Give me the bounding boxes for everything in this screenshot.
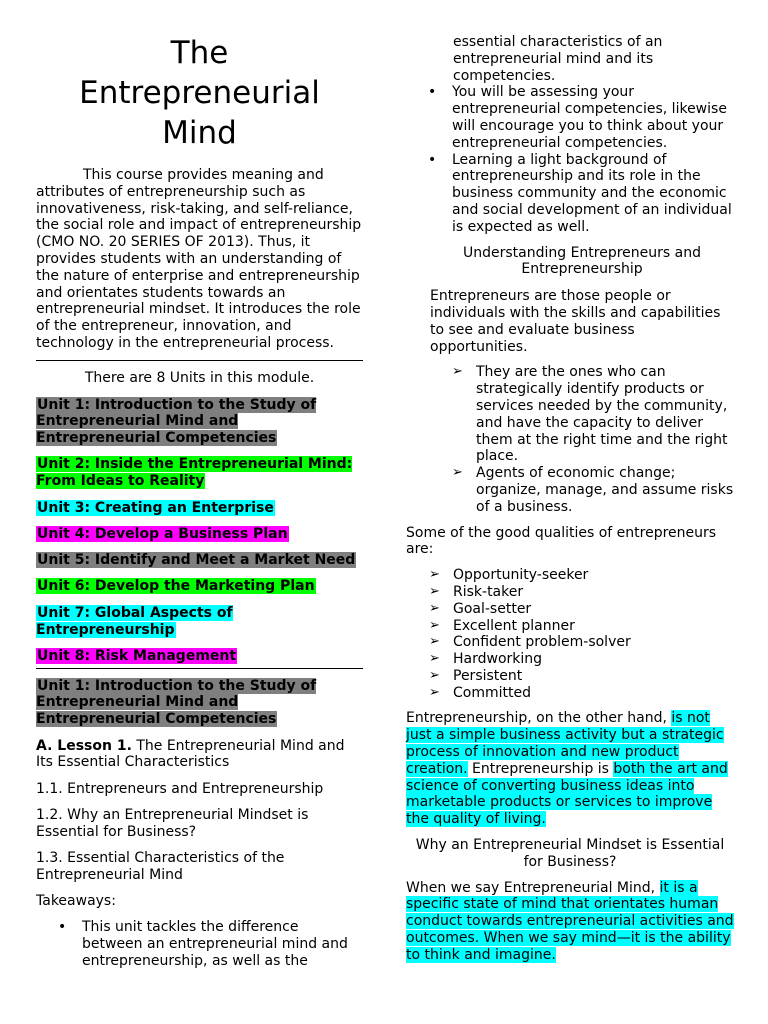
takeaways-list [36, 919, 363, 969]
qualities-intro: Some of the good qualities of entrepreneurs are: [406, 524, 717, 558]
section-heading-understanding: Understanding Entrepreneurs and Entrepreneurship [462, 244, 701, 278]
takeaway-text: This unit tackles the difference between an entrepreneurial mind and entrepreneurship, as well as the [82, 919, 348, 969]
arrow-bullet-icon: ➢ [429, 667, 440, 683]
unit-item-5 [36, 552, 363, 569]
list-item [406, 668, 734, 685]
mind-paragraph [406, 880, 734, 964]
qualities-list [406, 567, 734, 701]
text-run: Entrepreneurship, on the other hand, [406, 710, 672, 727]
quality-text: Goal-setter [453, 600, 532, 617]
list-item [406, 584, 734, 601]
divider [36, 668, 363, 669]
document-title [36, 33, 363, 153]
arrow-bullet-icon: ➢ [452, 465, 463, 481]
topic-2: 1.2. Why an Entrepreneurial Mindset is Essential for Business? [36, 806, 309, 840]
list-item [406, 685, 734, 702]
course-intro: This course provides meaning and attributes of entrepreneurship such as innovativeness, risk-taking, and self-reliance, the social role and impact of entrepreneurship (CMO NO. 20 SERIES OF 2013). Thus, it provides students with an understanding of the nature of enterprise and entrepreneurship and orientates students towards an entrepreneurial mindset. It introduces the role of the entrepreneur, innovation, and technology in the entrepreneurial process. [36, 167, 362, 351]
quality-text: Excellent planner [453, 617, 575, 634]
arrow-bullet-icon: ➢ [429, 600, 440, 616]
unit-item-7 [36, 605, 363, 639]
entrepreneurship-paragraph [406, 710, 734, 828]
title-line-3: Mind [162, 115, 237, 151]
quality-text: Risk-taker [453, 583, 524, 600]
point-text: They are the ones who can strategically identify products or services needed by the community, and have the capacity to deliver them at the right time and the right place. [476, 364, 728, 465]
entrepreneurs-definition: Entrepreneurs are those people or individuals with the skills and capabilities to see and evaluate business opportunities. [430, 288, 721, 355]
list-item [406, 364, 734, 465]
list-item [406, 84, 734, 151]
unit-item-6 [36, 578, 363, 595]
point-text: Agents of economic change; organize, manage, and assume risks of a business. [476, 465, 734, 515]
topic-3: 1.3. Essential Characteristics of the Entrepreneurial Mind [36, 850, 285, 883]
unit-label: Unit 7: Global Aspects of Entrepreneurship [36, 604, 233, 638]
list-item [406, 618, 734, 635]
takeaway-continuation: essential characteristics of an entrepreneurial mind and its competencies. [453, 34, 663, 84]
bullet-icon: • [428, 151, 437, 168]
lesson-label: A. Lesson 1. [36, 737, 132, 754]
arrow-bullet-icon: ➢ [429, 684, 440, 700]
quality-text: Hardworking [453, 651, 543, 668]
unit-heading-text: Unit 1: Introduction to the Study of Entrepreneurial Mind and Entrepreneurial Competencies [36, 677, 317, 728]
arrow-bullet-icon: ➢ [429, 617, 440, 633]
unit-item-1 [36, 397, 363, 447]
list-item [406, 601, 734, 618]
unit-label: Unit 6: Develop the Marketing Plan [37, 578, 315, 595]
takeaways-list [406, 84, 734, 235]
bullet-icon: • [428, 84, 437, 101]
quality-text: Persistent [453, 667, 523, 684]
highlighted-text: both the art and science of converting business ideas into marketable products or services to improve the quality of living. [406, 760, 728, 828]
quality-text: Opportunity-seeker [453, 567, 589, 584]
list-item [406, 152, 734, 236]
section-heading-why: Why an Entrepreneurial Mindset is Essential for Business? [415, 837, 725, 870]
unit-1-heading [36, 678, 363, 728]
takeaways-label: Takeaways: [36, 893, 116, 910]
entrepreneur-points-list [406, 364, 734, 515]
takeaway-text: You will be assessing your entrepreneurial competencies, likewise will encourage you to think about your entrepreneurial competencies. [452, 84, 727, 151]
quality-text: Confident problem-solver [453, 634, 631, 651]
unit-item-2 [36, 456, 363, 490]
divider [36, 360, 363, 361]
unit-item-4 [36, 526, 363, 543]
lesson-title: The Entrepreneurial Mind and Its Essential Characteristics [36, 737, 345, 771]
unit-label: Unit 2: Inside the Entrepreneurial Mind: From Ideas to Reality [36, 456, 353, 490]
arrow-bullet-icon: ➢ [452, 364, 463, 380]
unit-label: Unit 1: Introduction to the Study of Entrepreneurial Mind and Entrepreneurial Competencies [36, 396, 317, 447]
topic-1: 1.1. Entrepreneurs and Entrepreneurship [36, 780, 324, 797]
text-run: When we say Entrepreneurial Mind, [406, 879, 660, 896]
left-column [36, 0, 363, 970]
unit-item-8 [36, 648, 363, 665]
list-item [36, 919, 363, 969]
units-note: There are 8 Units in this module. [84, 369, 315, 386]
arrow-bullet-icon: ➢ [429, 567, 440, 583]
list-item [406, 634, 734, 651]
unit-label: Unit 8: Risk Management [37, 647, 237, 664]
bullet-icon: • [58, 919, 67, 936]
arrow-bullet-icon: ➢ [429, 634, 440, 650]
title-line-1: The [170, 35, 229, 71]
unit-label: Unit 4: Develop a Business Plan [37, 525, 288, 542]
unit-label: Unit 5: Identify and Meet a Market Need [37, 552, 356, 569]
highlighted-text: it is a specific state of mind that orientates human conduct towards entrepreneurial activities and outcomes. When we say mind—it is the ability to think and imagine. [406, 879, 734, 963]
title-line-2: Entrepreneurial [79, 75, 320, 111]
unit-item-3 [36, 500, 363, 517]
highlighted-text: is not just a simple business activity but a strategic process of innovation and new product creation. [406, 710, 724, 777]
list-item [406, 567, 734, 584]
list-item [406, 465, 734, 515]
arrow-bullet-icon: ➢ [429, 583, 440, 599]
list-item [406, 651, 734, 668]
right-column [406, 34, 734, 964]
unit-label: Unit 3: Creating an Enterprise [37, 499, 274, 516]
arrow-bullet-icon: ➢ [429, 651, 440, 667]
takeaway-text: Learning a light background of entrepreneurship and its role in the business community and the economic and social development of an individual is expected as well. [452, 151, 732, 235]
text-run: Entrepreneurship is [467, 760, 614, 777]
quality-text: Committed [453, 684, 531, 701]
lesson-heading [36, 738, 363, 772]
